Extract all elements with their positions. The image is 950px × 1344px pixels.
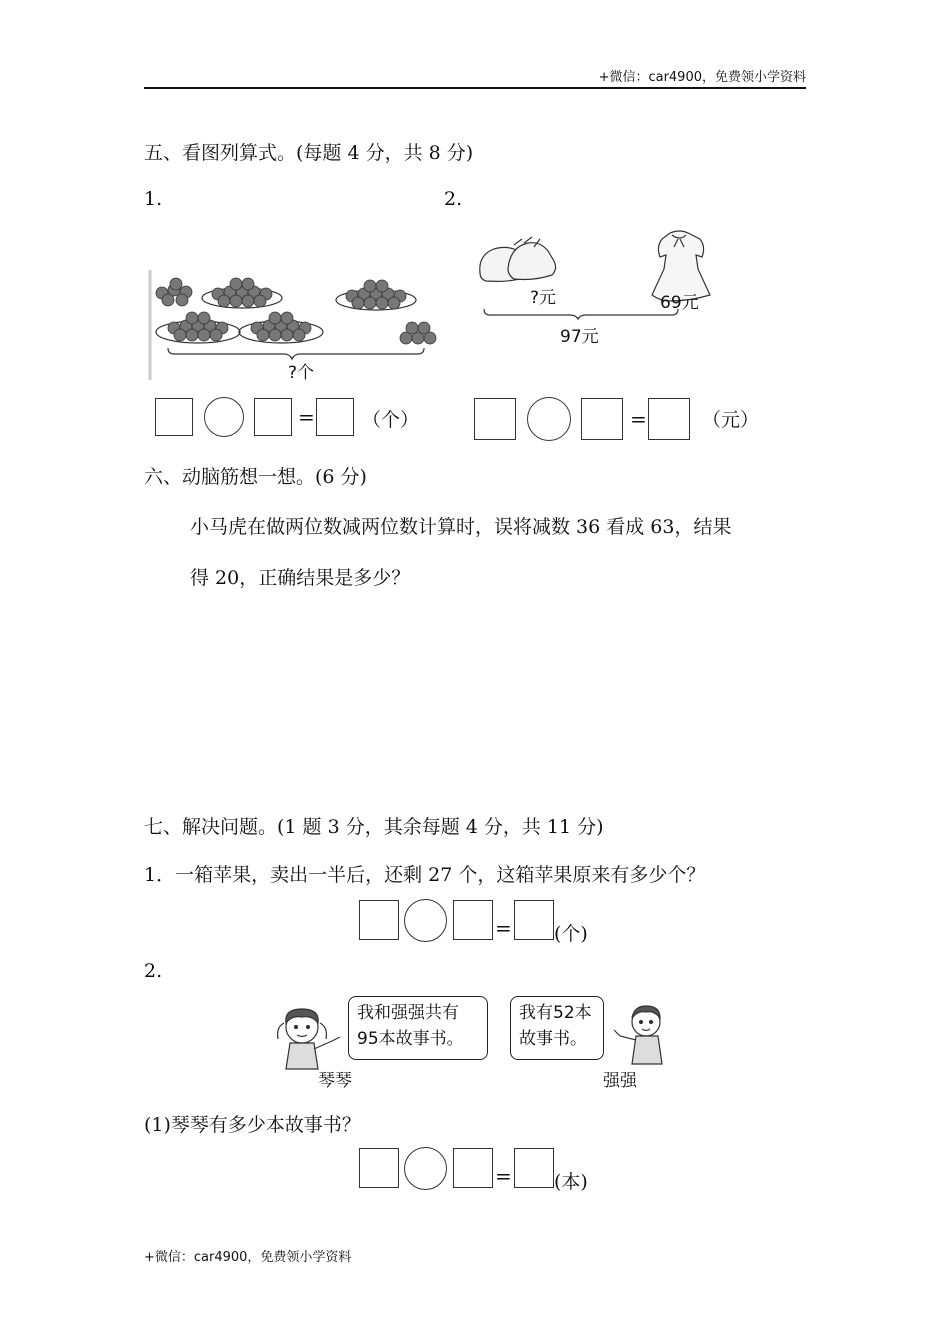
q1-answer-box-result[interactable]: [316, 398, 354, 436]
q1-answer-box-1[interactable]: [155, 398, 193, 436]
q1-unit: （个）: [362, 409, 420, 431]
footer-watermark: +微信：car4900，免费领小学资料: [144, 1250, 352, 1265]
name-qinqin: 琴琴: [318, 1071, 352, 1091]
bubble-qiangqiang-line1: 我有52本: [519, 1003, 592, 1023]
q1-brace-label: ?个: [288, 363, 315, 383]
s7q1-answer-box-2[interactable]: [453, 900, 493, 940]
s7q2-answer-box-1[interactable]: [359, 1148, 399, 1188]
section7-title: 七、解决问题。(1 题 3 分，其余每题 4 分，共 11 分): [144, 816, 604, 838]
section7-sub1: (1)琴琴有多少本故事书？: [144, 1114, 361, 1136]
s7q1-answer-box-result[interactable]: [514, 900, 554, 940]
shoes-icon: [480, 237, 556, 281]
s7q2-answer-box-2[interactable]: [453, 1148, 493, 1188]
header-rule: [144, 87, 806, 89]
speech-bubble-qinqin: [348, 996, 488, 1060]
s7q2-unit: (本): [554, 1171, 588, 1193]
bubble-qiangqiang-line2: 故事书。: [519, 1029, 587, 1049]
section5-title: 五、看图列算式。(每题 4 分，共 8 分): [144, 142, 474, 164]
bubble-qinqin-line1: 我和强强共有: [357, 1003, 459, 1023]
section6-title: 六、动脑筋想一想。(6 分): [144, 466, 367, 488]
q2-equals: =: [630, 407, 647, 431]
q1-number: 1.: [144, 188, 163, 210]
s7q1-equals: =: [495, 916, 512, 940]
q2-unit: （元）: [702, 409, 760, 431]
bubble-qinqin-line2: 95本故事书。: [357, 1029, 464, 1049]
section6-line2: 得 20，正确结果是多少？: [190, 567, 411, 589]
shoes-price: ?元: [530, 288, 557, 308]
s7q2-operator-circle[interactable]: [404, 1147, 447, 1190]
section7-q1: 1．一箱苹果，卖出一半后，还剩 27 个，这箱苹果原来有多少个？: [144, 864, 706, 886]
q1-equals: =: [298, 405, 315, 429]
header-watermark: +微信：car4900，免费领小学资料: [598, 70, 806, 85]
s7q2-equals: =: [495, 1164, 512, 1188]
dress-price: 69元: [660, 293, 699, 313]
girl-qinqin-icon: [272, 1005, 348, 1073]
q2-operator-circle[interactable]: [527, 397, 571, 441]
q1-operator-circle[interactable]: [204, 397, 244, 437]
s7q2-answer-box-result[interactable]: [514, 1148, 554, 1188]
name-qiangqiang: 强强: [603, 1071, 637, 1091]
q2-answer-box-result[interactable]: [648, 398, 690, 440]
q2-answer-box-2[interactable]: [581, 398, 623, 440]
section6-line1: 小马虎在做两位数减两位数计算时，误将减数 36 看成 63，结果: [190, 516, 732, 538]
q1-answer-box-2[interactable]: [254, 398, 292, 436]
q2-answer-box-1[interactable]: [474, 398, 516, 440]
boy-qiangqiang-icon: [610, 1002, 676, 1068]
s7q1-operator-circle[interactable]: [404, 899, 447, 942]
total-price: 97元: [560, 327, 599, 347]
q2-number: 2.: [444, 188, 463, 210]
s7q1-answer-box-1[interactable]: [359, 900, 399, 940]
speech-bubble-qiangqiang: [510, 996, 604, 1060]
section7-q2-number: 2.: [144, 960, 163, 982]
s7q1-unit: (个): [554, 923, 588, 945]
